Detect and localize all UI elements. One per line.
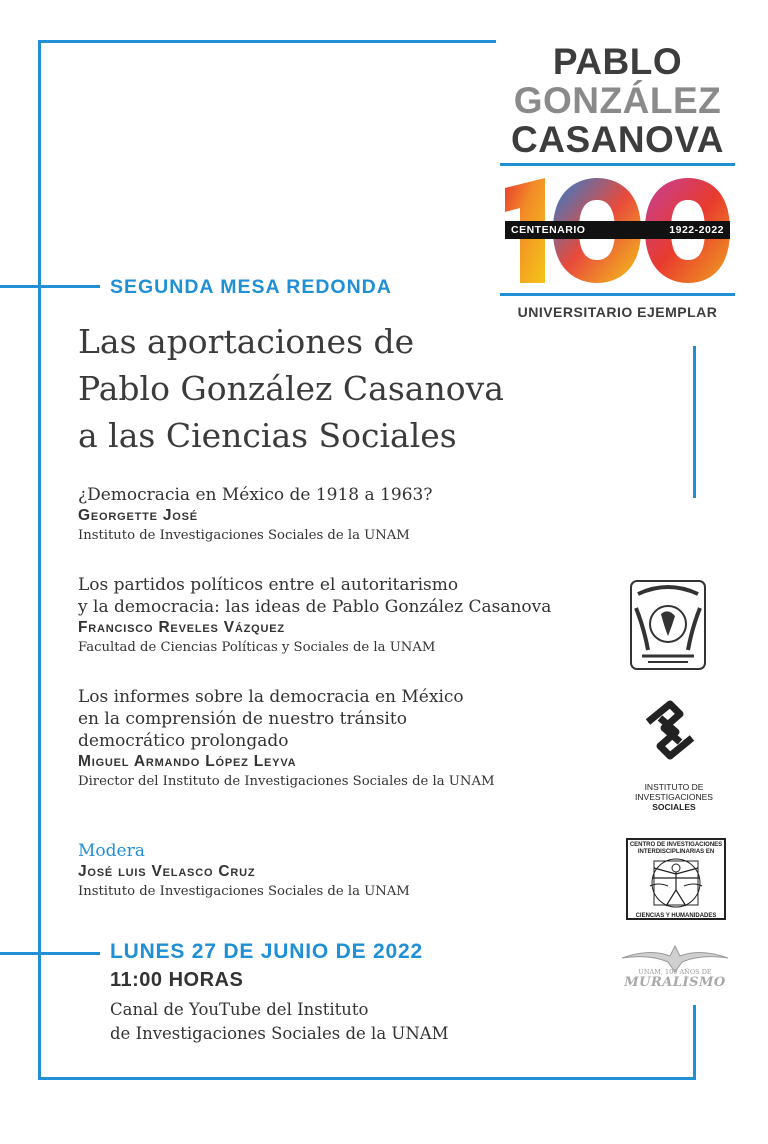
ceiich-top-line-1: CENTRO DE INVESTIGACIONES bbox=[629, 842, 723, 848]
header-rule-top bbox=[500, 163, 735, 166]
event-date: LUNES 27 DE JUNIO DE 2022 bbox=[110, 940, 423, 963]
moderator-institution: Instituto de Investigaciones Sociales de la UNAM bbox=[78, 884, 410, 899]
event-title bbox=[78, 318, 618, 459]
event-channel bbox=[110, 998, 570, 1046]
ceiich-logo bbox=[626, 838, 726, 920]
years-label: 1922-2022 bbox=[669, 224, 724, 236]
date-left-tick bbox=[0, 952, 100, 955]
frame-right-lower-line bbox=[693, 1005, 696, 1080]
unam-seal-icon bbox=[628, 578, 708, 672]
name-line-3: CASANOVA bbox=[511, 119, 724, 160]
ceiich-bottom-line: CIENCIAS Y HUMANIDADES bbox=[635, 913, 717, 919]
event-title-line-1: Las aportaciones de bbox=[78, 322, 415, 361]
honoree-name bbox=[500, 42, 735, 159]
talk-3 bbox=[78, 686, 608, 792]
talk-title: Los partidos políticos entre el autoritarismo bbox=[78, 575, 459, 595]
talk-speaker: Georgette José bbox=[78, 507, 198, 524]
ceiich-top-line-2: INTERDISCIPLINARIAS EN bbox=[637, 849, 715, 855]
event-time: 11:00 HORAS bbox=[110, 969, 244, 991]
name-line-2: GONZÁLEZ bbox=[513, 80, 722, 121]
talk-title: democrático prolongado bbox=[78, 731, 289, 751]
talk-speaker: Miguel Armando López Leyva bbox=[78, 753, 297, 770]
frame-bottom-line bbox=[38, 1077, 696, 1080]
frame-right-upper-line bbox=[693, 346, 696, 498]
centenario-bar bbox=[505, 221, 730, 239]
talk-institution: Facultad de Ciencias Políticas y Sociales de la UNAM bbox=[78, 640, 436, 655]
talk-2 bbox=[78, 574, 608, 658]
channel-line-1: Canal de YouTube del Instituto bbox=[110, 1000, 369, 1019]
frame-top-line bbox=[38, 40, 496, 43]
event-title-line-2: Pablo González Casanova bbox=[78, 369, 504, 408]
talk-title: ¿Democracia en México de 1918 a 1963? bbox=[78, 485, 433, 505]
talk-1 bbox=[78, 484, 598, 546]
vitruvian-figure-icon bbox=[628, 856, 724, 910]
centenario-label: CENTENARIO bbox=[511, 224, 586, 236]
muralismo-logo-text bbox=[620, 968, 730, 990]
talk-institution: Instituto de Investigaciones Sociales de la UNAM bbox=[78, 528, 410, 543]
talk-speaker: Francisco Reveles Vázquez bbox=[78, 619, 285, 636]
channel-line-2: de Investigaciones Sociales de la UNAM bbox=[110, 1024, 449, 1043]
muralismo-top: UNAM, 100 AÑOS DE bbox=[638, 968, 712, 976]
mesa-left-tick bbox=[0, 285, 100, 288]
iis-logo-icon bbox=[640, 700, 700, 760]
iis-line-2: INVESTIGACIONES bbox=[635, 792, 713, 802]
talk-institution: Director del Instituto de Investigaciones Sociales de la UNAM bbox=[78, 774, 495, 789]
universitario-ejemplar: UNIVERSITARIO EJEMPLAR bbox=[517, 304, 718, 320]
iis-line-1: INSTITUTO DE bbox=[644, 782, 704, 792]
frame-left-line bbox=[38, 40, 41, 1080]
talk-title: y la democracia: las ideas de Pablo González Casanova bbox=[78, 597, 552, 617]
moderator-label: Modera bbox=[78, 841, 145, 861]
name-line-1: PABLO bbox=[552, 41, 683, 82]
talk-title: Los informes sobre la democracia en México bbox=[78, 687, 464, 707]
moderator-block bbox=[78, 840, 608, 902]
event-series: SEGUNDA MESA REDONDA bbox=[110, 276, 392, 298]
header-rule-bottom bbox=[500, 293, 735, 296]
iis-line-3: SOCIALES bbox=[652, 802, 696, 812]
talk-title: en la comprensión de nuestro tránsito bbox=[78, 709, 407, 729]
muralismo-main: MURALISMO bbox=[624, 975, 726, 990]
iis-logo-text bbox=[626, 782, 722, 812]
moderator-name: José luis Velasco Cruz bbox=[78, 863, 256, 880]
event-title-line-3: a las Ciencias Sociales bbox=[78, 416, 457, 455]
